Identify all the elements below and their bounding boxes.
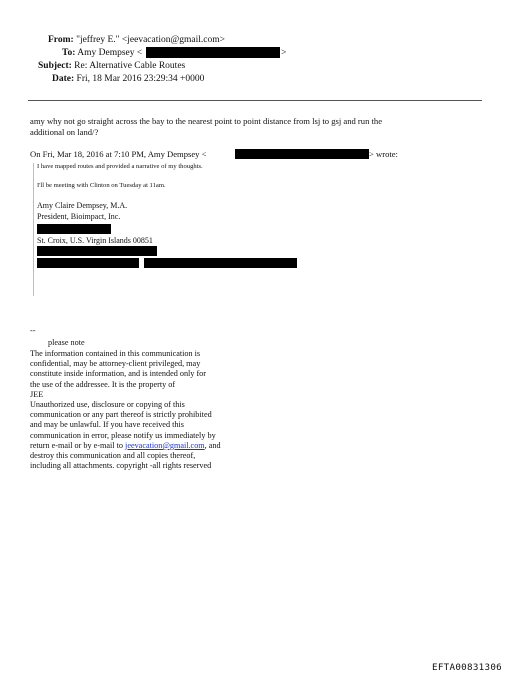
footer-line: communication in error, please notify us immediately by <box>30 430 216 440</box>
subject-row <box>38 60 185 72</box>
quote-line-2: I'll be meeting with Clinton on Tuesday at 11am. <box>37 182 166 189</box>
footer-line: and may be unlawful. If you have received this <box>30 420 184 430</box>
redaction-signature-2 <box>37 246 157 256</box>
redaction-signature-4 <box>144 258 297 268</box>
message-line-2: additional on land/? <box>30 127 99 137</box>
footer-line: including all attachments. copyright -all rights reserved <box>30 461 212 471</box>
signature-location: St. Croix, U.S. Virgin Islands 00851 <box>37 236 153 245</box>
document-stamp: EFTA00831306 <box>432 662 502 673</box>
footer-line: JEE <box>30 389 44 399</box>
footer-line: Unauthorized use, disclosure or copying of this <box>30 400 185 410</box>
quote-line-1: I have mapped routes and provided a narrative of my thoughts. <box>37 163 203 170</box>
to-value-prefix: Amy Dempsey < <box>77 48 143 58</box>
date-label: Date: <box>52 74 75 84</box>
signature-title: President, Bioimpact, Inc. <box>37 212 121 221</box>
quote-bar <box>33 163 34 296</box>
footer-email-prefix: return e-mail or by e-mail to <box>30 440 126 450</box>
redaction-signature-1 <box>37 224 111 234</box>
redaction-signature-3 <box>37 258 139 268</box>
footer-dashes: -- <box>30 326 36 335</box>
message-line-1: amy why not go straight across the bay to the nearest point to point distance from lsj to gsj and run the <box>30 116 383 126</box>
quote-intro-suffix: > wrote: <box>369 149 398 159</box>
footer-email-suffix: , and <box>204 440 221 450</box>
from-value: "jeffrey E." <jeevacation@gmail.com> <box>76 35 225 45</box>
to-label: To: <box>62 48 76 58</box>
redaction-quote-email <box>235 149 369 159</box>
quote-intro-prefix: On Fri, Mar 18, 2016 at 7:10 PM, Amy Dempsey < <box>30 149 207 159</box>
signature-name: Amy Claire Dempsey, M.A. <box>37 201 128 210</box>
footer-line: communication or any part thereof is strictly prohibited <box>30 410 212 420</box>
footer-please-note: please note <box>48 338 85 347</box>
date-value: Fri, 18 Mar 2016 23:29:34 +0000 <box>76 74 205 84</box>
footer-email-line <box>30 441 221 451</box>
footer-line: destroy this communication and all copies thereof, <box>30 451 196 461</box>
footer-line: The information contained in this communication is <box>30 349 201 358</box>
footer-email-link[interactable]: jeevacation@gmail.com <box>125 440 205 450</box>
to-value-suffix: > <box>281 48 287 58</box>
subject-label: Subject: <box>38 61 72 71</box>
footer-disclaimer <box>30 349 221 471</box>
header-divider <box>28 100 482 101</box>
from-row <box>48 34 225 46</box>
from-label: From: <box>48 35 74 45</box>
date-row <box>52 73 204 85</box>
subject-value: Re: Alternative Cable Routes <box>74 61 186 71</box>
to-row <box>62 47 142 59</box>
redaction-to-email <box>146 47 280 58</box>
footer-line: constitute inside information, and is intended only for <box>30 369 206 379</box>
footer-line: the use of the addressee. It is the property of <box>30 379 176 389</box>
footer-line: confidential, may be attorney-client privileged, may <box>30 359 201 369</box>
